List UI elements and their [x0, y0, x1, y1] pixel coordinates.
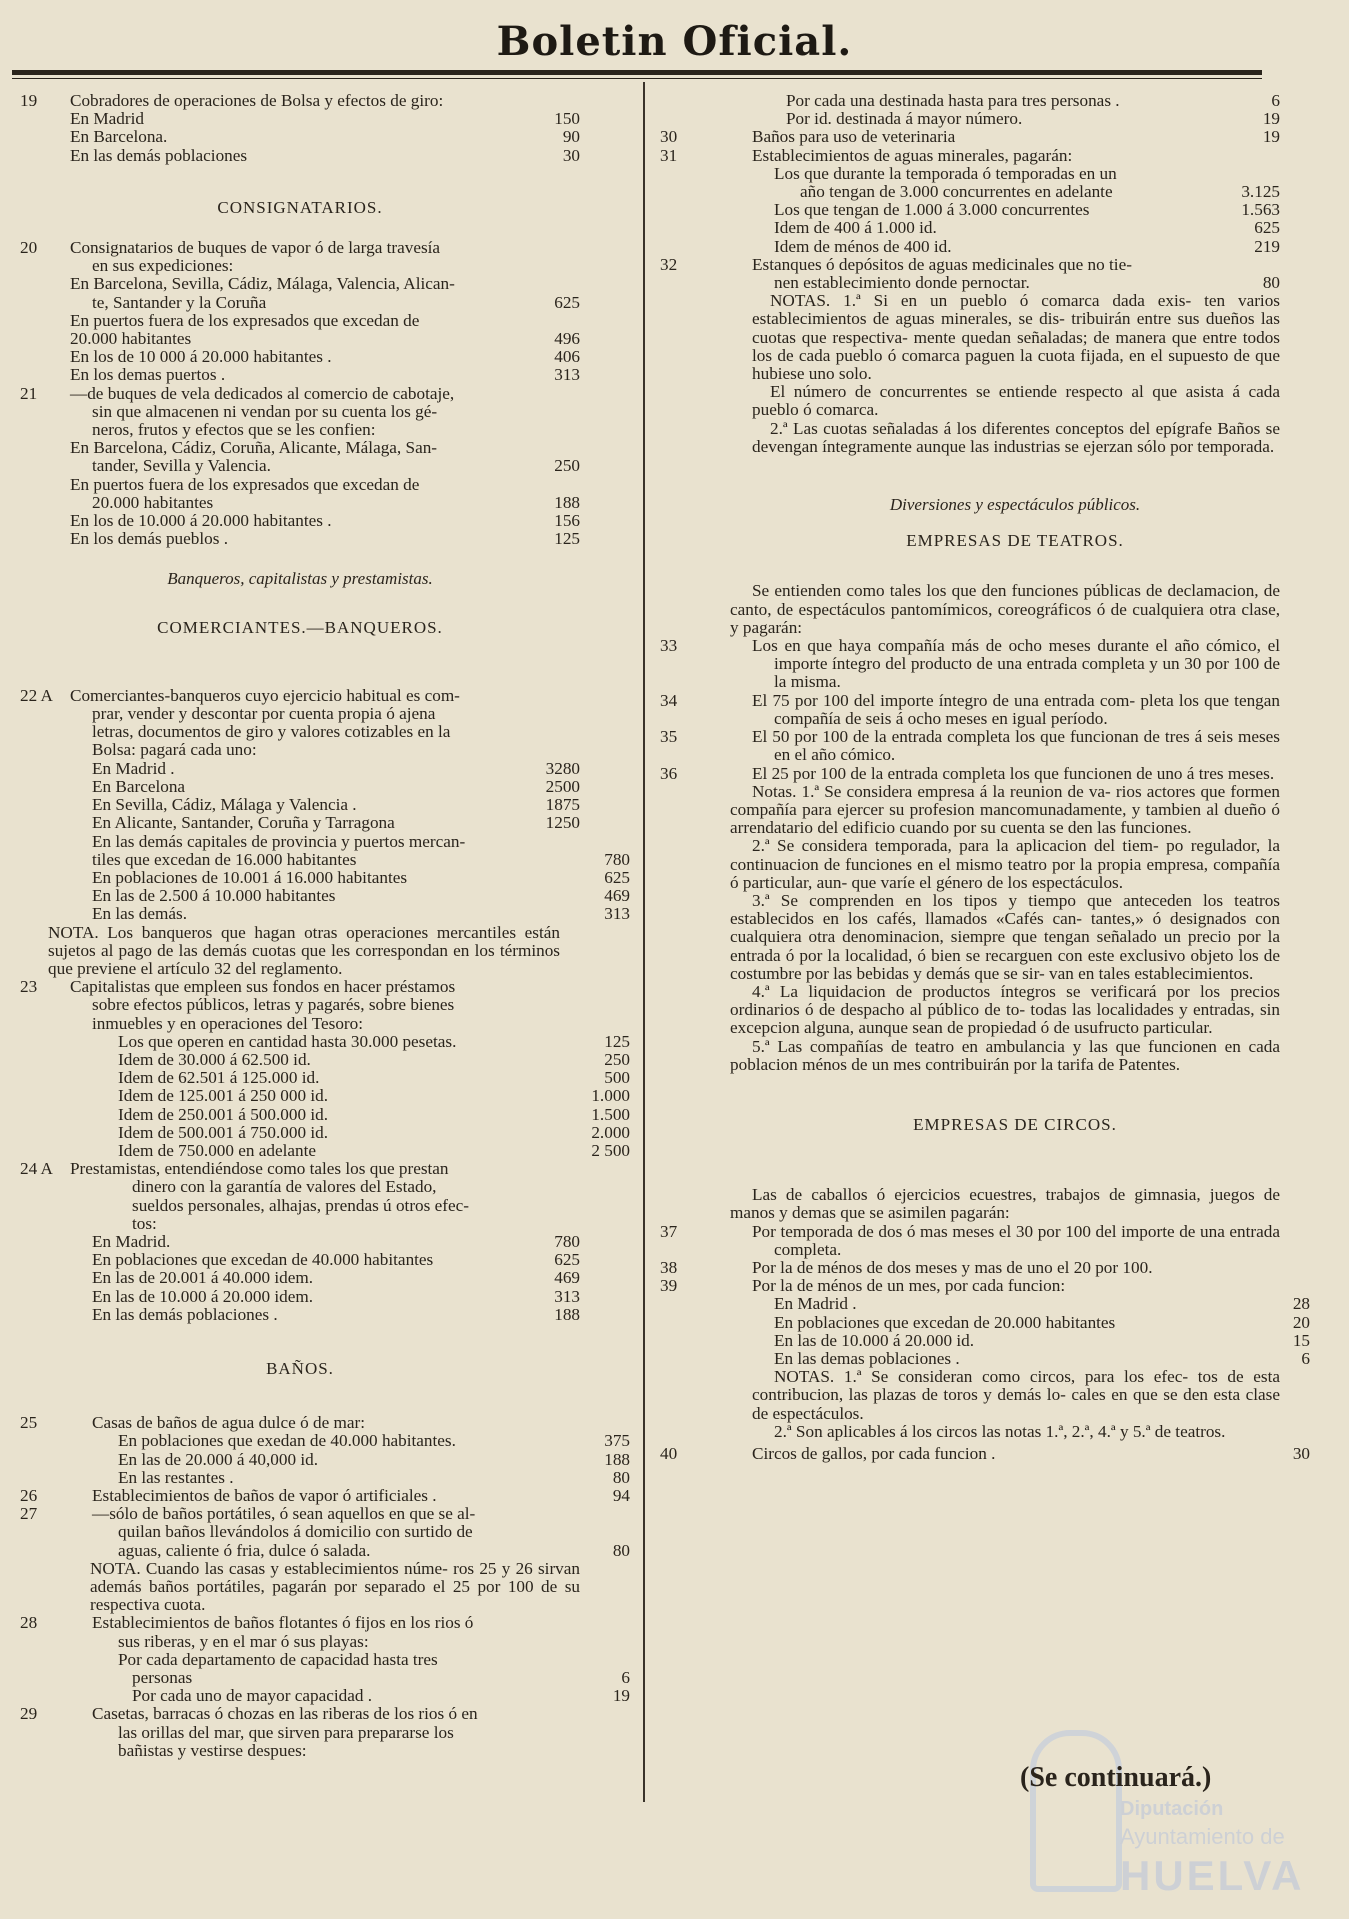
item-39: 39 Por la de ménos de un mes, por cada funcion: En Madrid . 28 En poblaciones que excedan de 20.000 habitantes 20 En las de 10.000 á 20.000 id. 15 En las demas poblaciones . 6: [660, 1276, 1310, 1368]
watermark-seal: Diputación Ayuntamiento de HUELVA: [1010, 1720, 1300, 1900]
section-teatros: EMPRESAS DE TEATROS.: [906, 531, 1124, 551]
item-22: 22 A Comerciantes-banqueros cuyo ejercicio habitual es com- prar, vender y descontar por cuenta propia ó ajena letras, documentos de giro y valores cotizables en la Bolsa: pagará cada uno: En Madrid . 3280 En Barcelona 2500 En Sevilla, Cádiz, Málaga y Valencia . 1875 En Alicante, Santander, Coruña y Tarragona 1250 En las demás capitales de provincia y puertos mercan- tiles que excedan de 16.000 habitantes 780 En poblaciones de 10.001 á 16.000 habitantes 625 En las de 2.500 á 10.000 habitantes 469 En las demás. 313: [20, 685, 630, 924]
teatros-intro: Se entienden como tales los que den funciones públicas de declamacion, de canto, de espectáculos pantomímicos, coreográficos ó de cualquiera otra clase, y pagarán:: [730, 581, 1280, 637]
section-consignatarios: CONSIGNATARIOS.: [217, 197, 383, 217]
item-26: 26 Establecimientos de baños de vapor ó artificiales . 94: [20, 1486, 630, 1505]
item-32: 32 Estanques ó depósitos de aguas medicinales que no tie- nen establecimiento donde pernoctar. 80: [660, 254, 1280, 293]
section-banos: BAÑOS.: [266, 1358, 334, 1378]
item-36: 36 El 25 por 100 de la entrada completa los que funcionen de uno á tres meses.: [660, 763, 1275, 783]
item-24: 24 A Prestamistas, entendiéndose como tales los que prestan dinero con la garantía de valores del Estado, sueldos personales, alhajas, prendas ú otros efec- tos: En Madrid. 780 En poblaciones que excedan de 40.000 habitantes 625 En las de 20.001 á 40.000 idem. 469 En las de 10.000 á 20.000 idem. 313 En las demás poblaciones . 188: [20, 1159, 580, 1324]
item-33: 33 Los en que haya compañía más de ocho meses durante el año cómico, el importe íntegro del producto de una entrada completa y un 30 por 100 de la misma.: [660, 636, 1280, 692]
item-25: 25 Casas de baños de agua dulce ó de mar: En poblaciones que exedan de 40.000 habitantes. 375 En las de 20.000 á 40,000 id. 188 En las restantes . 80: [20, 1413, 630, 1487]
seal-icon: [1030, 1730, 1122, 1892]
item-23: 23 Capitalistas que empleen sus fondos en hacer préstamos sobre efectos públicos, letras y pagarés, sobre bienes inmuebles y en operaciones del Tesoro: Los que operen en cantidad hasta 30.000 pesetas. 125 Idem de 30.000 á 62.500 id. 250 Idem de 62.501 á 125.000 id. 500 Idem de 125.001 á 250 000 id. 1.000 Idem de 250.001 á 500.000 id. 1.500 Idem de 500.001 á 750.000 id. 2.000 Idem de 750.000 en adelante 2 500: [20, 977, 630, 1160]
right-column: [660, 92, 1310, 1463]
notes-32: NOTAS. 1.ª Si en un pueblo ó comarca dada exis- ten varios establecimientos de aguas minerales, se dis- tribuirán entre sus dueños las cuotas que respectiva- mente quedan señaladas; de manera que entre todos los de cada pueblo ó comarca paguen la cuota fijada, en el supuesto de que hubiese uno solo. El número de concurrentes se entiende respecto al que asista á cada pueblo ó comarca. 2.ª Las cuotas señaladas á los diferentes conceptos del epígrafe Baños se devengan íntegramente aunque las industrias se ejerzan sólo por temporada.: [752, 291, 1280, 456]
item-40: 40 Circos de gallos, por cada funcion . 30: [660, 1444, 1310, 1463]
section-circos: EMPRESAS DE CIRCOS.: [913, 1114, 1117, 1134]
notes-39: NOTAS. 1.ª Se consideran como circos, para los efec- tos de esta contribucion, las plazas de toros y demás lo- cales en que se den esta clase de espectáculos. 2.ª Son aplicables á los circos las notas 1.ª, 2.ª, 4.ª y 5.ª de teatros.: [752, 1367, 1280, 1441]
section-comerciantes: COMERCIANTES.—BANQUEROS.: [157, 617, 443, 637]
header-rule-thin: [12, 78, 1262, 79]
left-column: [20, 91, 630, 1760]
item-21: 21 —de buques de vela dedicados al comercio de cabotaje, sin que almacenen ni vendan por su cuenta los gé- neros, frutos y efectos que se les confien: En Barcelona, Cádiz, Coruña, Alicante, Málaga, San- tander, Sevilla y Valencia. 250 En puertos fuera de los expresados que excedan de 20.000 habitantes 188 En los de 10.000 á 20.000 habitantes . 156 En los demás pueblos . 125: [20, 383, 580, 549]
item-27: 27 —sólo de baños portátiles, ó sean aquellos en que se al- quilan baños llevándolos á domicilio con surtido de aguas, caliente ó fria, dulce ó salada. 80: [20, 1504, 630, 1560]
banos-casetas-2: Por id. destinada á mayor número. 19: [786, 109, 1280, 129]
note-22: NOTA. Los banqueros que hagan otras operaciones mercantiles están sujetos al pago de las demás cuotas que les correspondan en los términos que previene el artículo 32 del reglamento.: [48, 922, 560, 978]
header-rule: [12, 70, 1262, 75]
item-34: 34 El 75 por 100 del importe íntegro de una entrada com- pleta los que tengan compañía de seis á ocho meses en igual período.: [660, 690, 1280, 728]
section-banqueros: Banqueros, capitalistas y prestamistas.: [167, 569, 433, 589]
item-20: 20 Consignatarios de buques de vapor ó de larga travesía en sus expediciones: En Barcelona, Sevilla, Cádiz, Málaga, Valencia, Alican- te, Santander y la Coruña 625 En puertos fuera de los expresados que excedan de 20.000 habitantes 496 En los de 10 000 á 20.000 habitantes . 406 En los demas puertos . 313: [20, 238, 580, 385]
item-35: 35 El 50 por 100 de la entrada completa los que funcionan de tres á seis meses en el año cómico.: [660, 727, 1280, 765]
notes-36: Notas. 1.ª Se considera empresa á la reunion de va- rios actores que formen compañía para ejercer su profesion mancomunadamente, y tambien al dueño ó arrendatario del edificio cuando por su cuenta se den las funciones. 2.ª Se considera temporada, para la aplicacion del tiem- po regulador, la continuacion de funciones en el mismo teatro por la propia empresa, compañía ó particular, aun- que varíe el género de los espectáculos. 3.ª Se comprenden en los tipos y tiempo que anteceden los teatros establecidos en los cafés, llamados «Cafés can- tantes,» ó designados con cualquiera otra denominacion, siempre que tengan señalado un precio por la entrada ó por la localidad, ó bien se recarguen con este exclusivo objeto los de costumbre por las bebidas y demás que se sir- van en tales establecimientos. 4.ª La liquidacion de productos íntegros se verificará por los precios ordinarios ó de despacho al público de to- todas las localidades y entradas, sin excepcion alguna, aunque sean de propiedad ó de usufructo particular. 5.ª Las compañías de teatro en ambulancia y las que funcionen en cada poblacion ménos de un mes contribuirán por la tarifa de Patentes.: [730, 781, 1280, 1074]
item-30: 30 Baños para uso de veterinaria 19: [660, 127, 1280, 147]
item-28: 28 Establecimientos de baños flotantes ó fijos en los rios ó sus riberas, y en el mar ó sus playas: Por cada departamento de capacidad hasta tres personas 6 Por cada uno de mayor capacidad . 19: [20, 1613, 630, 1706]
note-27: NOTA. Cuando las casas y establecimientos núme- ros 25 y 26 sirvan además baños portátiles, pagarán por separado el 25 por 100 de su respectiva cuota.: [90, 1558, 580, 1615]
circos-intro: Las de caballos ó ejercicios ecuestres, trabajos de gimnasia, juegos de manos y demas que se asimilen pagarán:: [730, 1185, 1280, 1223]
column-divider: [643, 82, 645, 1802]
item-19: 19 Cobradores de operaciones de Bolsa y efectos de giro: En Madrid 150 En Barcelona. 90 En las demás poblaciones 30: [20, 91, 580, 165]
continued-label: (Se continuará.): [1020, 1762, 1212, 1793]
section-diversiones: Diversiones y espectáculos públicos.: [889, 495, 1141, 515]
page-title: Boletin Oficial.: [496, 18, 853, 65]
item-29: 29 Casetas, barracas ó chozas en las riberas de los rios ó en las orillas del mar, que sirven para prepararse los bañistas y vestirse despues:: [20, 1704, 478, 1760]
banos-casetas-1: Por cada una destinada hasta para tres personas . 6: [786, 91, 1280, 110]
item-38: 38 Por la de ménos de dos meses y mas de uno el 20 por 100.: [660, 1257, 1153, 1277]
item-37: 37 Por temporada de dos ó mas meses el 30 por 100 del importe de una entrada completa.: [660, 1221, 1280, 1259]
item-31: 31 Establecimientos de aguas minerales, pagarán: Los que durante la temporada ó temporadas en un año tengan de 3.000 concurrentes en adelante 3.125 Los que tengan de 1.000 á 3.000 concurrentes 1.563 Idem de 400 á 1.000 id. 625 Idem de ménos de 400 id. 219: [660, 145, 1280, 256]
